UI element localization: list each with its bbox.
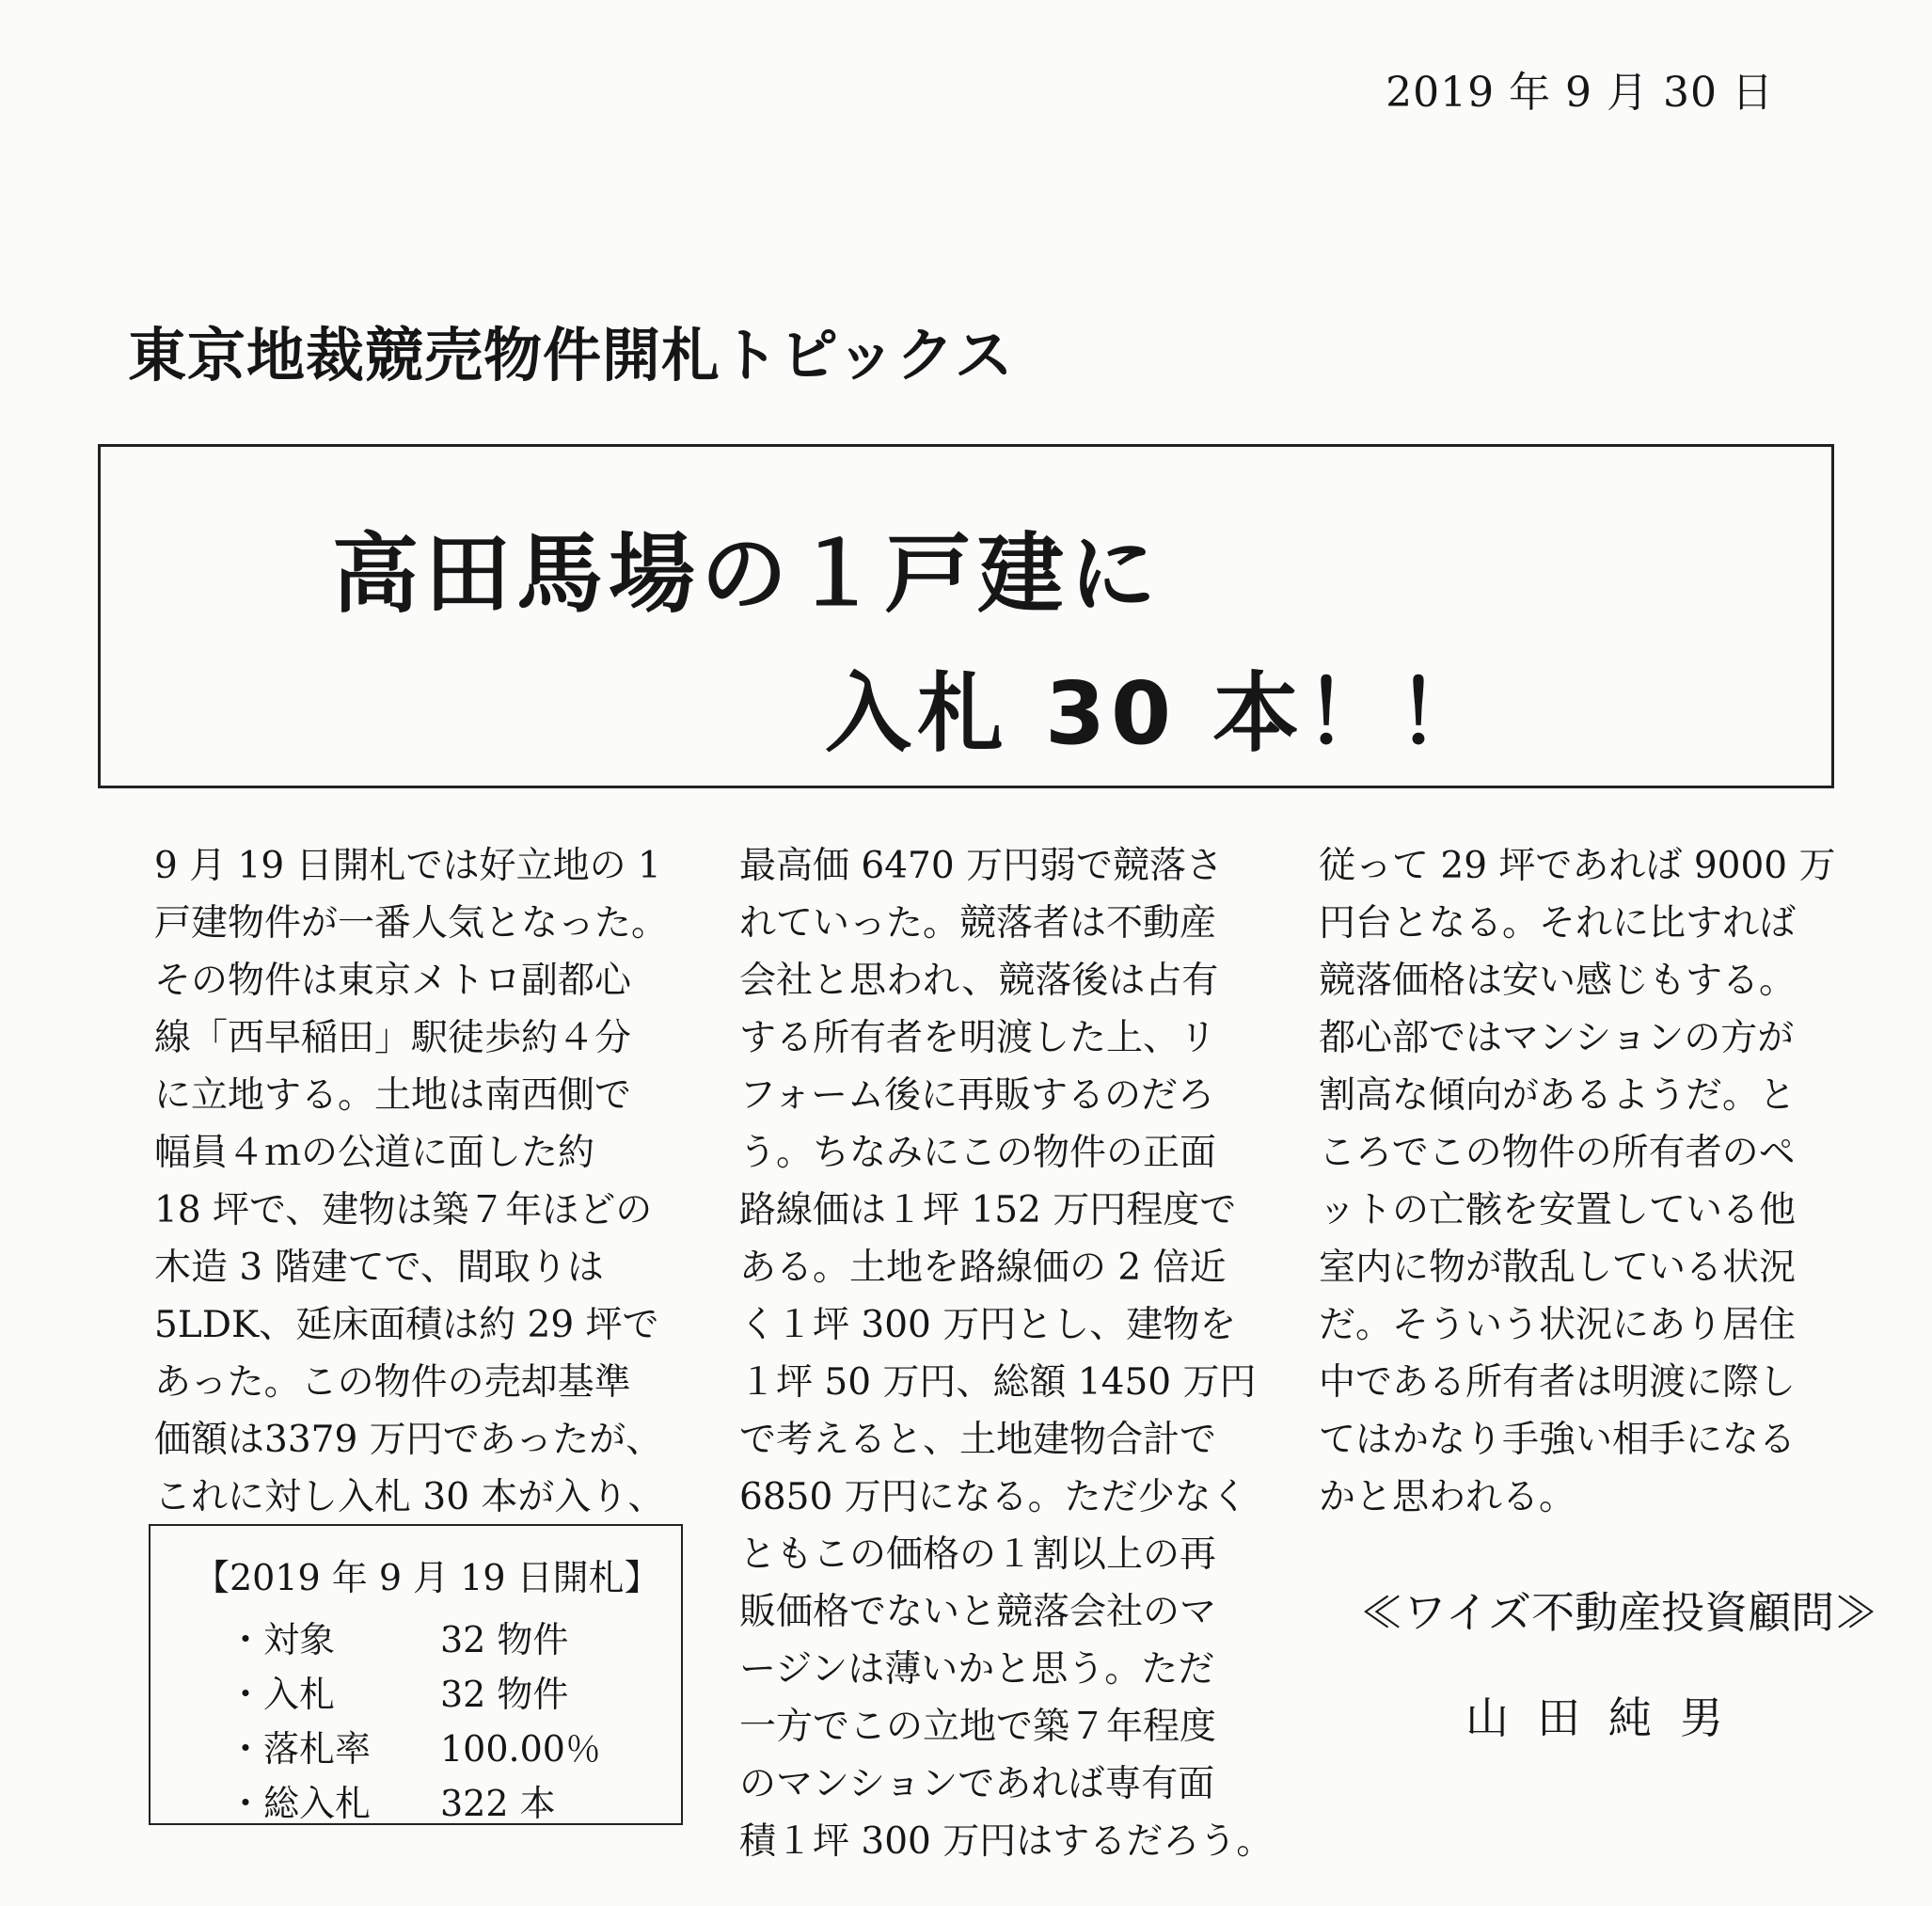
- summary-row: [228, 1774, 660, 1829]
- summary-value: 32 物件: [440, 1674, 569, 1715]
- summary-label: ・総入札: [228, 1783, 372, 1824]
- text-line: ットの亡骸を安置している他: [1319, 1189, 1797, 1231]
- text-line: 幅員４ｍの公道に面した約: [154, 1132, 595, 1174]
- text-line: のマンションであれば専有面: [739, 1763, 1215, 1805]
- summary-row: [228, 1720, 660, 1774]
- text-line: く１坪 300 万円とし、建物を: [739, 1304, 1237, 1346]
- body-column-2: [739, 837, 1273, 1870]
- text-line: 5LDK、延床面積は約 29 坪で: [154, 1304, 659, 1346]
- summary-label: ・入札: [228, 1674, 336, 1715]
- text-line: てはかなり手強い相手になる: [1319, 1419, 1797, 1461]
- text-line: ある。土地を路線価の 2 倍近: [739, 1247, 1227, 1289]
- organization-name: ≪ワイズ不動産投資顧問≫: [1360, 1587, 1878, 1638]
- text-line: 一方でこの立地で築７年程度: [739, 1706, 1217, 1748]
- text-line: フォーム後に再販するのだろ: [739, 1074, 1215, 1117]
- text-line: う。ちなみにこの物件の正面: [739, 1132, 1217, 1174]
- text-line: 線「西早稲田」駅徒歩約４分: [154, 1017, 632, 1059]
- text-line: 競落価格は安い感じもする。: [1319, 960, 1797, 1002]
- text-line: １坪 50 万円、総額 1450 万円: [739, 1361, 1257, 1404]
- text-line: 室内に物が散乱している状況: [1319, 1247, 1797, 1289]
- text-line: だ。そういう状況にあり居住: [1319, 1304, 1797, 1346]
- text-line: これに対し入札 30 本が入り、: [154, 1476, 665, 1518]
- text-line: 6850 万円になる。ただ少なく: [739, 1476, 1248, 1518]
- text-line: ージンは薄いかと思う。ただ: [739, 1648, 1215, 1691]
- summary-row: [228, 1611, 660, 1665]
- text-line: 都心部ではマンションの方が: [1319, 1017, 1795, 1059]
- text-line: 会社と思われ、競落後は占有: [739, 960, 1219, 1002]
- headline-box: [98, 444, 1834, 788]
- text-line: 戸建物件が一番人気となった。: [154, 902, 669, 945]
- text-line: 9 月 19 日開札では好立地の 1: [154, 845, 661, 887]
- text-line: ともこの価格の１割以上の再: [739, 1533, 1217, 1576]
- text-line: 路線価は１坪 152 万円程度で: [739, 1189, 1237, 1231]
- summary-value: 100.00％: [440, 1728, 601, 1770]
- text-line: 価額は3379 万円であったが、: [154, 1419, 663, 1461]
- summary-value: 32 物件: [440, 1619, 569, 1660]
- text-line: あった。この物件の売却基準: [154, 1361, 631, 1404]
- text-line: 中である所有者は明渡に際し: [1319, 1361, 1797, 1404]
- text-line: 割高な傾向があるようだ。と: [1319, 1074, 1797, 1117]
- text-line: その物件は東京メトロ副都心: [154, 960, 632, 1002]
- text-line: で考えると、土地建物合計で: [739, 1419, 1217, 1461]
- text-line: 従って 29 坪であれば 9000 万: [1319, 845, 1836, 887]
- text-line: かと思われる。: [1319, 1476, 1576, 1518]
- text-line: 販価格でないと競落会社のマ: [739, 1591, 1217, 1633]
- author-name: 山田純男: [1465, 1692, 1751, 1743]
- summary-row: [228, 1665, 660, 1720]
- text-line: 18 坪で、建物は築７年ほどの: [154, 1189, 653, 1231]
- body-column-1: [154, 837, 668, 1526]
- article-date: 2019 年 9 月 30 日: [1386, 69, 1774, 117]
- auction-summary-box: [149, 1524, 683, 1825]
- text-line: 木造 3 階建てで、間取りは: [154, 1247, 604, 1289]
- text-line: に立地する。土地は南西側で: [154, 1074, 632, 1117]
- summary-label: ・対象: [228, 1619, 336, 1660]
- headline-line-2: 入札 30 本！！: [825, 663, 1490, 764]
- summary-label: ・落札率: [228, 1728, 372, 1770]
- text-line: れていった。競落者は不動産: [739, 902, 1217, 945]
- text-line: する所有者を明渡した上、リ: [739, 1017, 1217, 1059]
- body-column-3: [1319, 837, 1835, 1526]
- series-title: 東京地裁競売物件開札トピックス: [128, 321, 1014, 389]
- text-line: ころでこの物件の所有者のペ: [1319, 1132, 1796, 1174]
- text-line: 円台となる。それに比すれば: [1319, 902, 1797, 945]
- text-line: 最高価 6470 万円弱で競落さ: [739, 845, 1224, 887]
- summary-value: 322 本: [440, 1783, 556, 1824]
- headline-line-1: 高田馬場の１戸建に: [332, 524, 1163, 625]
- text-line: 積１坪 300 万円はするだろう。: [739, 1820, 1274, 1863]
- summary-title: 【2019 年 9 月 19 日開札】: [194, 1557, 660, 1598]
